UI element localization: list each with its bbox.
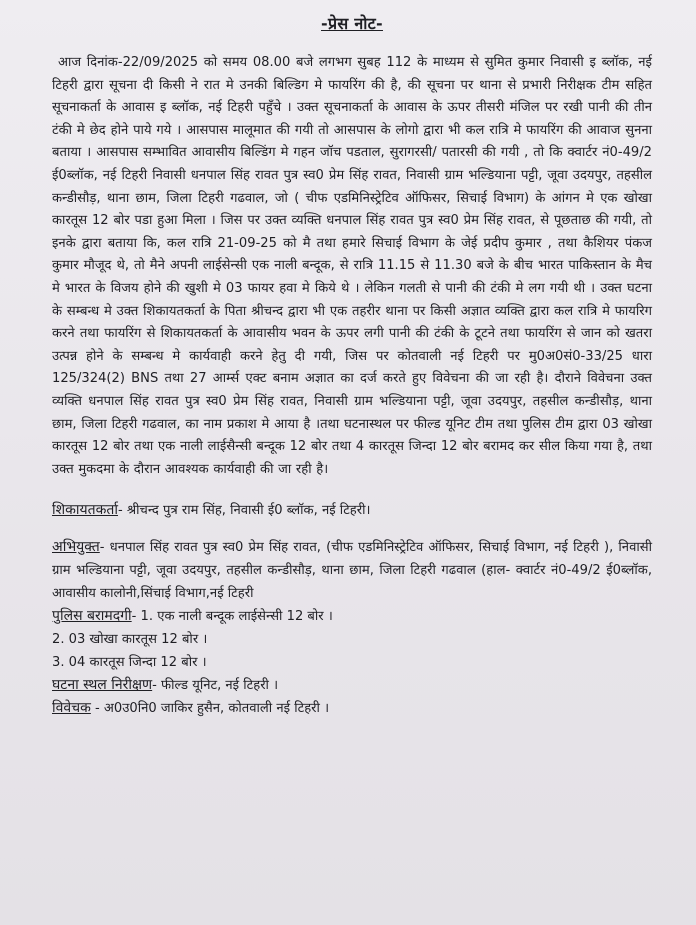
investigator-section xyxy=(52,697,652,720)
recovery-item: 3. 04 कारतूस जिन्दा 12 बोर । xyxy=(52,655,207,671)
investigator-text: - अ0उ0नि0 जाकिर हुसैन, कोतवाली नई टिहरी । xyxy=(90,701,330,717)
recovery-item: 2. 03 खोखा कारतूस 12 बोर । xyxy=(52,632,208,648)
accused-text: - धनपाल सिंह रावत पुत्र स्व0 प्रेम सिंह रावत, (चीफ एडमिनिस्ट्रेटिव ऑफिसर, सिचाई विभाग, नई टिहरी ), निवासी ग्राम भल्डियाना पट्टी, जूवा उदयपुर, तहसील कन्डीसौड़, थाना छाम, जिला टिहरी गढवाल (हाल- क्वार्टर नं0-49/2 ई0ब्लॉक, आवासीय कालोनी,सिंचाई विभाग,नई टिहरी xyxy=(52,540,652,602)
recovery-section xyxy=(52,605,652,628)
inspection-section xyxy=(52,674,652,697)
document-title: -प्रेस नोट- xyxy=(321,14,383,33)
complainant-section xyxy=(52,499,652,522)
accused-label: अभियुक्त xyxy=(52,539,100,556)
press-note-body: आज दिनांक-22/09/2025 को समय 08.00 बजे लगभग सुबह 112 के माध्यम से सुमित कुमार निवासी इ ब्लॉक, नई टिहरी द्वारा सूचना दी किसी ने रात मे उनकी बिल्डिग मे फायरिंग की है, की सूचना पर थाना से प्रभारी निरीक्षक टीम सहित सूचनाकर्ता के आवास इ ब्लॉक, नई टिहरी पहुँचे । उक्त सूचनाकर्ता के आवास के ऊपर तीसरी मंजिल पर रखी पानी की तीन टंकी मे छेद होने पाये गये । आसपास मालूमात की गयी तो आसपास के लोगो द्वारा भी कल रात्रि मे फायरिंग की आवाज सुनना बताया । आसपास सम्भावित आवासीय बिल्डिंग मे गहन जॉच पडताल, सुरागरसी/ पतारसी की गयी , तो कि क्वार्टर नं0-49/2 ई0ब्लॉक, नई टिहरी निवासी धनपाल सिंह रावत पुत्र स्व0 प्रेम सिंह रावत, निवासी ग्राम भल्डियाना पट्टी, जूवा उदयपुर, तहसील कन्डीसौड़, थाना छाम, जिला टिहरी गढवाल, जो ( चीफ एडमिनिस्ट्रेटिव ऑफिसर, सिचाई विभाग) के आंगन मे एक खोखा कारतूस 12 बोर पडा हुआ मिला । जिस पर उक्त व्यक्ति धनपाल सिंह रावत पुत्र स्व0 प्रेम सिंह रावत, से पूछताछ की गयी, तो इनके द्वारा बताया कि, कल रात्रि 21-09-25 को मै तथा हमारे सिचाई विभाग के जेई प्रदीप कुमार , तथा कैशियर पंकज कुमार मौजूद थे, तो मैने अपनी लाईसेन्सी एक नाली बन्दूक, से रात्रि 11.15 से 11.30 बजे के बीच भारत पाकिस्तान के मैच मे भारत के विजय होने की खुशी मे 03 फायर हवा मे किये थे । लेकिन गलती से पानी की टंकी मे लग गयी थी । उक्त घटना के सम्बन्ध मे उक्त शिकायतकर्ता के पिता श्रीचन्द द्वारा भी एक तहरीर थाना पर किसी अज्ञात व्यक्ति द्वारा कल रात्रि मे फायरिग करने तथा फायरिंग से शिकायतकर्ता के आवासीय भवन के ऊपर लगी पानी की टंकी के टूटने तथा फायरिंग से जान को खतरा उत्पन्न होने के सम्बन्ध मे कार्यवाही करने हेतु दी गयी, जिस पर कोतवाली नई टिहरी पर मु0अ0सं0-33/25 धारा 125/324(2) BNS तथा 27 आर्म्स एक्ट बनाम अज्ञात का दर्ज करते हुए विवेचना की जा रही है। दौराने विवेचना उक्त व्यक्ति धनपाल सिंह रावत पुत्र स्व0 प्रेम सिंह रावत, निवासी ग्राम भल्डियाना पट्टी, जूवा उदयपुर, तहसील कन्डीसौड़, थाना छाम, जिला टिहरी गढवाल, का नाम प्रकाश मे आया है ।तथा घटनास्थल पर फील्ड यूनिट टीम तथा पुलिस टीम द्वारा 03 खोखा कारतूस 12 बोर तथा एक नाली लाईसैन्सी बन्दूक 12 बोर तथा 4 कारतूस जिन्दा 12 बोर बरामद कर सील किया गया है, तथा उक्त मुकदमा के दौरान आवश्यक कार्यवाही की जा रही है। xyxy=(52,55,653,477)
complainant-text: - श्रीचन्द पुत्र राम सिंह, निवासी ई0 ब्लॉक, नई टिहरी। xyxy=(117,503,371,519)
inspection-text: - फील्ड यूनिट, नई टिहरी । xyxy=(152,678,279,694)
accused-section xyxy=(52,536,652,605)
investigator-label: विवेचक xyxy=(52,700,91,717)
recovery-label: पुलिस बरामदगी xyxy=(52,608,132,625)
complainant-label: शिकायतकर्ता xyxy=(52,502,118,519)
recovery-item: - 1. एक नाली बन्दूक लाईसेन्सी 12 बोर । xyxy=(131,609,333,625)
inspection-label: घटना स्थल निरीक्षण xyxy=(52,677,153,694)
